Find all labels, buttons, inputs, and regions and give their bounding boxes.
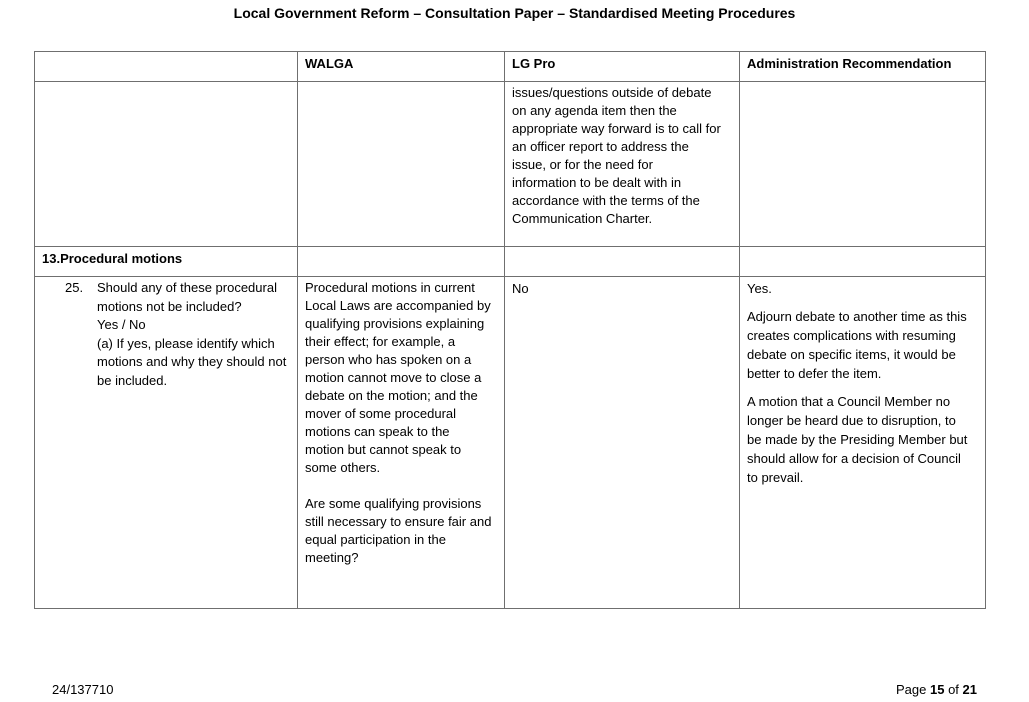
text-line: on any agenda item then the (512, 103, 677, 118)
text-line: motions can speak to the (305, 424, 450, 439)
text-line: appropriate way forward is to call for (512, 121, 721, 136)
text-line: still necessary to ensure fair and (305, 514, 492, 529)
admin-paragraph (747, 307, 978, 383)
page-title: Local Government Reform – Consultation Paper – Standardised Meeting Procedures (233, 5, 796, 21)
admin-answer: Yes. (747, 281, 772, 296)
walga-cell (298, 247, 505, 277)
page-number (896, 681, 977, 699)
text-line: longer be heard due to disruption, to (747, 413, 956, 428)
text-line: motions not be included? (97, 298, 242, 314)
text-line: information to be dealt with in (512, 175, 682, 190)
text-line: A motion that a Council Member no (747, 394, 951, 409)
text-line: motions and why they should not (97, 354, 287, 369)
section-heading: 13.Procedural motions (35, 247, 298, 277)
text-line: be made by the Presiding Member but (747, 432, 968, 447)
table-header-row (35, 52, 986, 82)
text-line: debate on specific items, it would be (747, 347, 956, 362)
walga-paragraph (305, 495, 497, 567)
text-line: to prevail. (747, 470, 804, 485)
text-line: Adjourn debate to another time as this (747, 309, 967, 324)
question-cell (35, 82, 298, 247)
walga-cell (298, 277, 505, 609)
question-cell (35, 277, 298, 609)
document-reference: 24/137710 (52, 682, 114, 697)
column-header-admin-recommendation: Administration Recommendation (740, 52, 986, 82)
text-line: issue, or for the need for (512, 157, 653, 172)
text-line: Communication Charter. (512, 211, 653, 226)
text-line: Should any of these procedural (97, 280, 277, 295)
text-line: their effect; for example, a (305, 334, 456, 349)
section-row (35, 247, 986, 277)
text-line: mover of some procedural (305, 406, 457, 421)
text-line: issues/questions outside of debate (512, 85, 712, 100)
text-line: Are some qualifying provisions (305, 496, 482, 511)
page-current: 15 (929, 682, 945, 697)
text-line: better to defer the item. (747, 366, 882, 381)
text-line: debate on the motion; and the (305, 388, 478, 403)
lgpro-cell (505, 247, 740, 277)
text-line: should allow for a decision of Council (747, 451, 961, 466)
text-line: person who has spoken on a (305, 352, 472, 367)
text-line: accordance with the terms of the (512, 193, 700, 208)
page-word: Page (895, 682, 927, 697)
column-header-question (35, 52, 298, 82)
column-header-lgpro: LG Pro (505, 52, 740, 82)
text-line: some others. (305, 460, 381, 475)
page-of: of (948, 682, 959, 697)
text-line: motion but cannot speak to (305, 442, 462, 457)
admin-paragraph (747, 392, 978, 487)
text-line: (a) If yes, please identify which (97, 335, 275, 351)
column-header-walga: WALGA (298, 52, 505, 82)
admin-recommendation-cell (740, 247, 986, 277)
text-line: motion cannot move to close a (305, 370, 482, 385)
text-line: Local Laws are accompanied by (305, 298, 491, 313)
text-line: Yes / No (97, 317, 146, 332)
text-line: Procedural motions in current (305, 280, 475, 295)
lgpro-cell (505, 82, 740, 247)
page-total: 21 (962, 682, 977, 697)
walga-paragraph (305, 279, 497, 477)
lgpro-cell (505, 277, 740, 609)
lgpro-answer: No (512, 281, 529, 296)
table-row (35, 82, 986, 247)
table-row (35, 277, 986, 609)
text-line: qualifying provisions explaining (305, 316, 485, 331)
text-line: meeting? (305, 550, 359, 565)
admin-recommendation-cell (740, 277, 986, 609)
consultation-table (34, 51, 986, 609)
walga-cell (298, 82, 505, 247)
text-line: be included. (97, 372, 168, 388)
admin-recommendation-cell (740, 82, 986, 247)
text-line: creates complications with resuming (747, 328, 956, 343)
text-line: equal participation in the (305, 532, 446, 547)
text-line: an officer report to address the (512, 139, 689, 154)
question-number: 25. (65, 280, 84, 295)
